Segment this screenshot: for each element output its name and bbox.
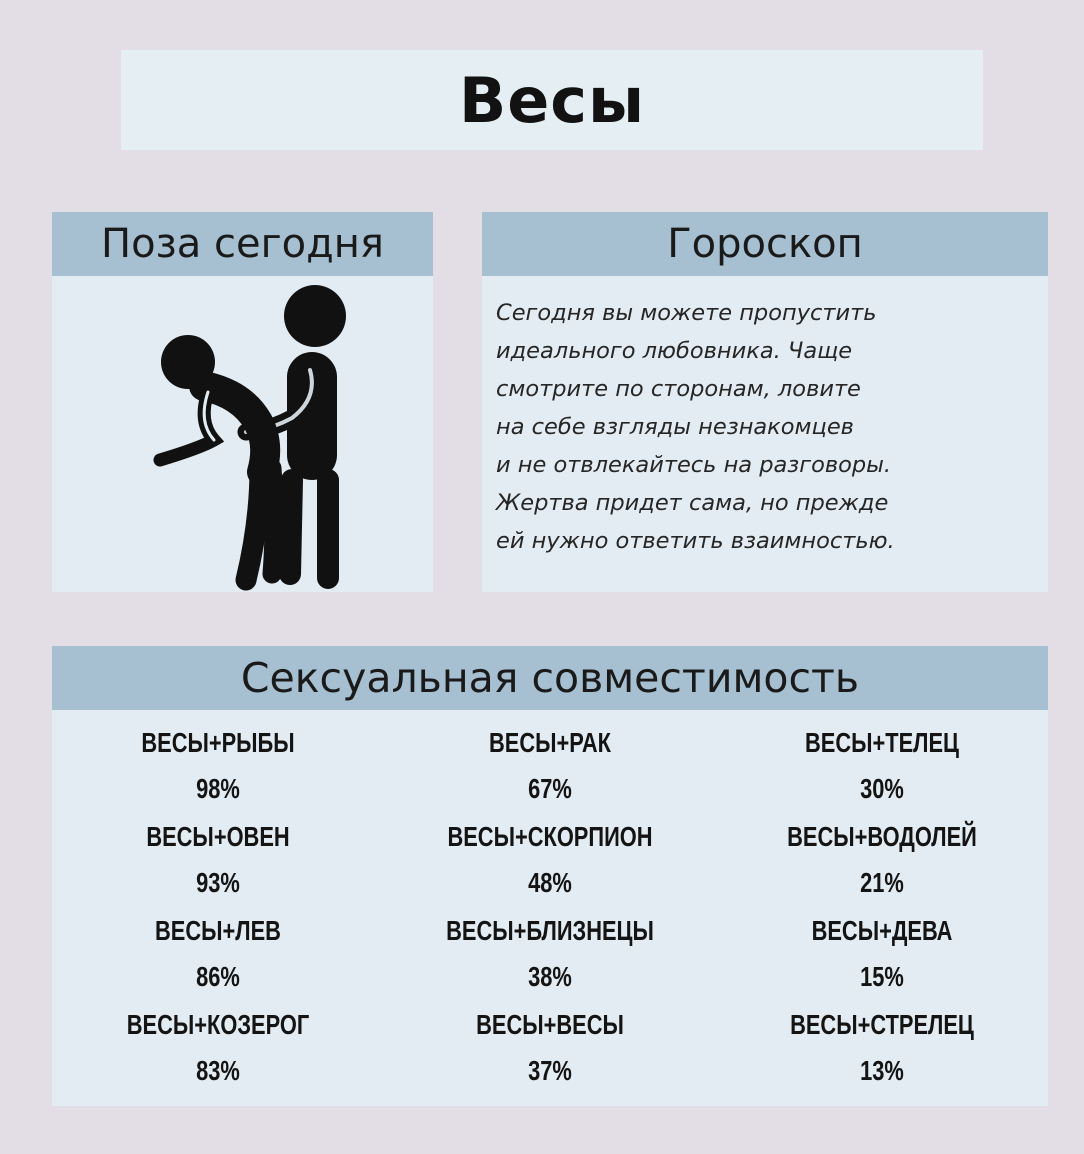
pair-percent: 13% bbox=[860, 1055, 904, 1086]
compatibility-item bbox=[52, 814, 384, 908]
pair-label: ВЕСЫ+РЫБЫ bbox=[141, 727, 295, 758]
pair-percent: 48% bbox=[528, 867, 572, 898]
compatibility-panel bbox=[52, 646, 1048, 1106]
pair-percent: 83% bbox=[196, 1055, 240, 1086]
compatibility-item bbox=[384, 1002, 716, 1096]
compatibility-item bbox=[716, 1002, 1048, 1096]
compatibility-header: Сексуальная совместимость bbox=[52, 646, 1048, 710]
pair-percent: 21% bbox=[860, 867, 904, 898]
compatibility-item bbox=[716, 720, 1048, 814]
compatibility-item bbox=[716, 908, 1048, 1002]
pair-label: ВЕСЫ+СТРЕЛЕЦ bbox=[790, 1009, 974, 1040]
pair-label: ВЕСЫ+ВЕСЫ bbox=[476, 1009, 624, 1040]
compatibility-item bbox=[716, 814, 1048, 908]
pair-label: ВЕСЫ+ЛЕВ bbox=[155, 915, 281, 946]
pair-label: ВЕСЫ+ВОДОЛЕЙ bbox=[787, 821, 977, 852]
pair-label: ВЕСЫ+ДЕВА bbox=[811, 915, 953, 946]
compatibility-column bbox=[384, 720, 716, 1096]
pair-label: ВЕСЫ+КОЗЕРОГ bbox=[126, 1009, 310, 1040]
title-box bbox=[121, 50, 983, 150]
pair-label: ВЕСЫ+РАК bbox=[489, 727, 611, 758]
pair-label: ВЕСЫ+ОВЕН bbox=[146, 821, 290, 852]
pair-percent: 67% bbox=[528, 773, 572, 804]
pair-label: ВЕСЫ+БЛИЗНЕЦЫ bbox=[446, 915, 654, 946]
compatibility-item bbox=[384, 720, 716, 814]
pair-percent: 15% bbox=[860, 961, 904, 992]
compatibility-item bbox=[52, 720, 384, 814]
horoscope-header: Гороскоп bbox=[482, 212, 1048, 276]
compatibility-column bbox=[716, 720, 1048, 1096]
pair-percent: 37% bbox=[528, 1055, 572, 1086]
compatibility-item bbox=[52, 1002, 384, 1096]
couple-pose-icon bbox=[142, 282, 352, 597]
pair-label: ВЕСЫ+ТЕЛЕЦ bbox=[804, 727, 960, 758]
pose-header: Поза сегодня bbox=[52, 212, 433, 276]
pair-percent: 93% bbox=[196, 867, 240, 898]
pair-label: ВЕСЫ+СКОРПИОН bbox=[447, 821, 653, 852]
compatibility-item bbox=[52, 908, 384, 1002]
horoscope-text: Сегодня вы можете пропустить идеального любовника. Чаще смотрите по сторонам, ловите на себе взгляды незнакомцев и не отвлекайтесь на разговоры. Жертва придет сама, но прежде ей нужно ответить взаимностью. bbox=[496, 300, 895, 554]
pair-percent: 86% bbox=[196, 961, 240, 992]
horoscope-panel bbox=[482, 212, 1048, 592]
compatibility-item bbox=[384, 908, 716, 1002]
compatibility-column bbox=[52, 720, 384, 1096]
pair-percent: 98% bbox=[196, 773, 240, 804]
pose-panel bbox=[52, 212, 433, 592]
pair-percent: 38% bbox=[528, 961, 572, 992]
page-title: Весы bbox=[458, 63, 646, 137]
compatibility-item bbox=[384, 814, 716, 908]
pair-percent: 30% bbox=[860, 773, 904, 804]
